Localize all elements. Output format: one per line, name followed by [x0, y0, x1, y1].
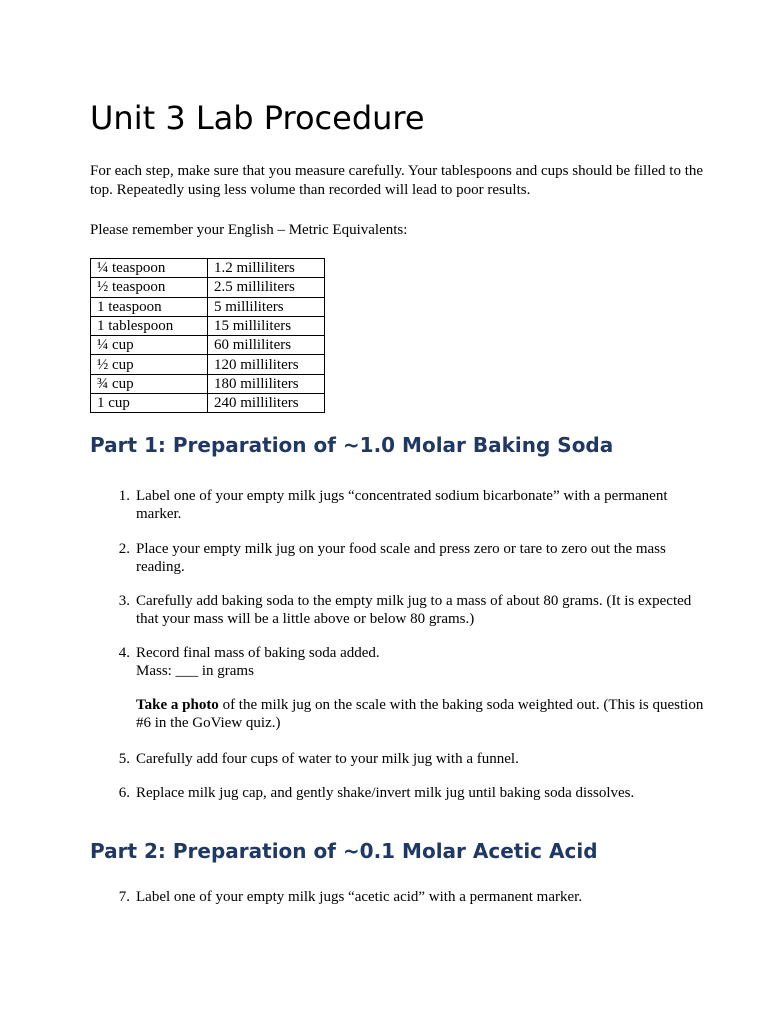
metric-cell: 2.5 milliliters — [208, 278, 325, 297]
table-row — [91, 278, 325, 297]
step-text: Carefully add four cups of water to your milk jug with a funnel. — [136, 751, 519, 767]
table-row — [91, 336, 325, 355]
step-text: Place your empty milk jug on your food scale and press zero or tare to zero out the mass reading. — [136, 541, 666, 575]
step-number: 6. — [118, 785, 130, 801]
metric-cell: 120 milliliters — [208, 355, 325, 374]
metric-cell: 180 milliliters — [208, 374, 325, 393]
table-row — [91, 355, 325, 374]
table-row — [91, 297, 325, 316]
step-number: 1. — [118, 488, 130, 504]
mass-entry-line: Mass: ___ in grams — [136, 663, 254, 679]
step-text: Carefully add baking soda to the empty milk jug to a mass of about 80 grams. (It is expected that your mass will be a little above or below 80 grams.) — [136, 593, 692, 627]
english-cell: 1 cup — [91, 394, 208, 413]
table-row — [91, 394, 325, 413]
part2-heading: Part 2: Preparation of ~0.1 Molar Acetic Acid — [90, 839, 598, 863]
english-cell: 1 tablespoon — [91, 316, 208, 335]
table-row — [91, 316, 325, 335]
step-text: Label one of your empty milk jugs “acetic acid” with a permanent marker. — [136, 889, 583, 905]
table-row — [91, 374, 325, 393]
english-cell: ¼ teaspoon — [91, 259, 208, 278]
metric-cell: 1.2 milliliters — [208, 259, 325, 278]
english-cell: ½ teaspoon — [91, 278, 208, 297]
photo-note-emphasis: Take a photo — [136, 697, 219, 713]
page-title: Unit 3 Lab Procedure — [90, 99, 425, 137]
english-cell: ¾ cup — [91, 374, 208, 393]
metric-cell: 15 milliliters — [208, 316, 325, 335]
step-number: 2. — [118, 541, 130, 557]
equivalents-table — [90, 258, 325, 413]
english-cell: 1 teaspoon — [91, 297, 208, 316]
metric-cell: 240 milliliters — [208, 394, 325, 413]
step-text-block — [136, 644, 711, 680]
metric-cell: 5 milliliters — [208, 297, 325, 316]
step-number: 4. — [118, 645, 130, 661]
step-number: 3. — [118, 593, 130, 609]
step-text: Record final mass of baking soda added. — [136, 645, 380, 661]
metric-cell: 60 milliliters — [208, 336, 325, 355]
photo-note-text: of the milk jug on the scale with the baking soda weighted out. (This is question #6 in the GoView quiz.) — [136, 697, 704, 731]
english-cell: ¼ cup — [91, 336, 208, 355]
photo-note — [136, 696, 711, 732]
english-cell: ½ cup — [91, 355, 208, 374]
step-number: 5. — [118, 751, 130, 767]
step-number: 7. — [118, 889, 130, 905]
equivalents-intro: Please remember your English – Metric Equivalents: — [90, 222, 408, 238]
part1-heading: Part 1: Preparation of ~1.0 Molar Baking Soda — [90, 433, 614, 457]
step-text: Label one of your empty milk jugs “concentrated sodium bicarbonate” with a permanent marker. — [136, 488, 668, 522]
table-row — [91, 259, 325, 278]
intro-paragraph: For each step, make sure that you measure carefully. Your tablespoons and cups should be filled to the top. Repeatedly using less volume than recorded will lead to poor results. — [90, 163, 704, 198]
step-text: Replace milk jug cap, and gently shake/invert milk jug until baking soda dissolves. — [136, 785, 635, 801]
